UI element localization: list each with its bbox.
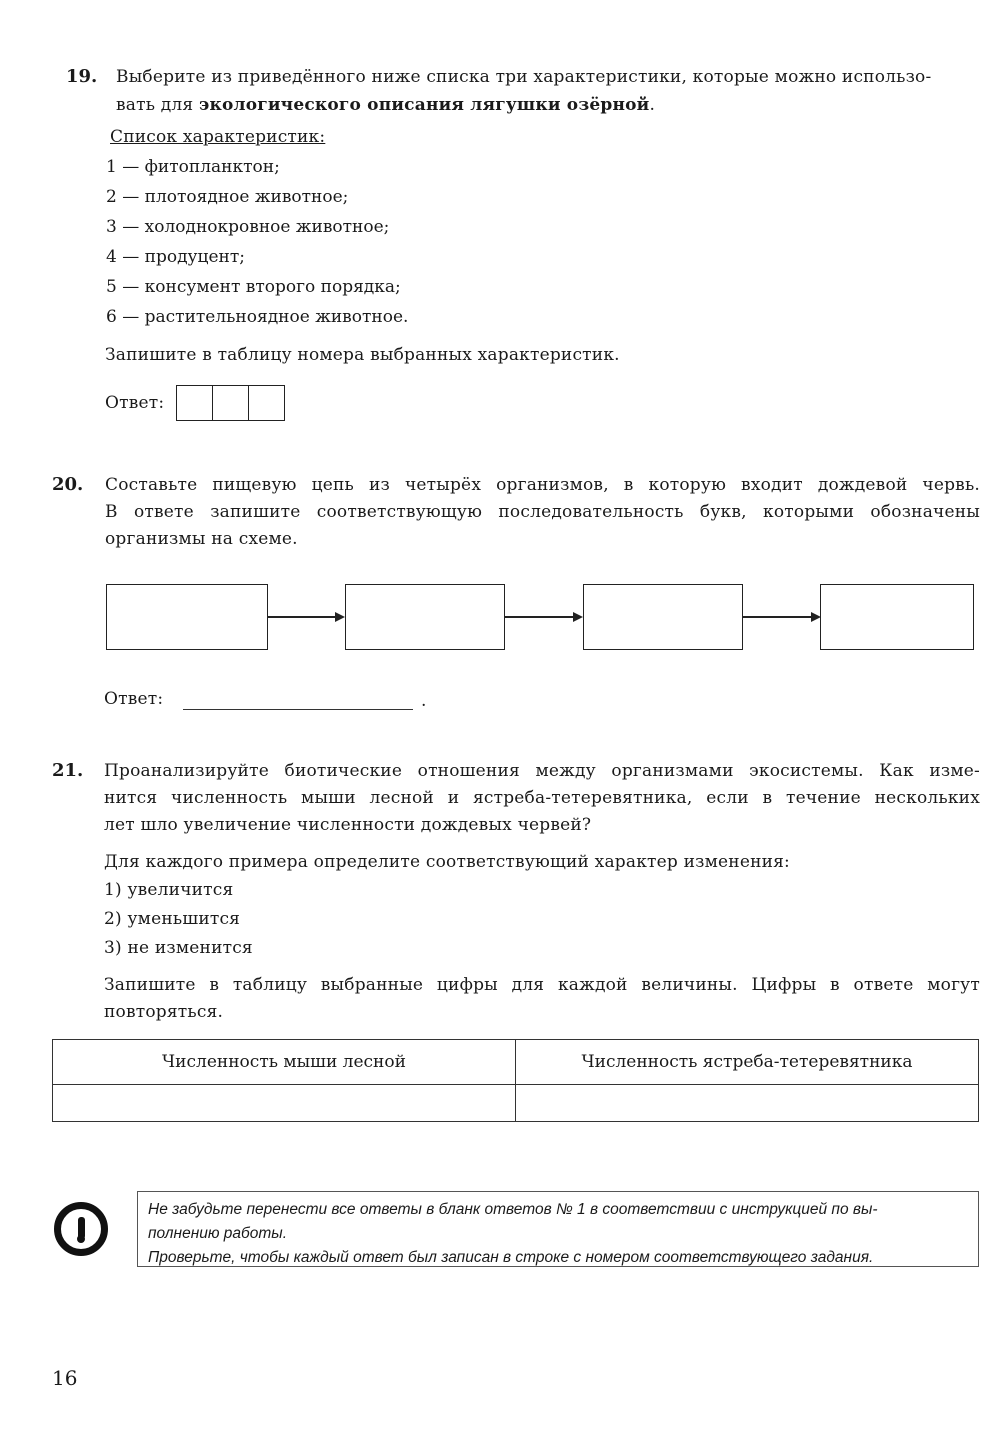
notice-line1: Не забудьте перенести все ответы в бланк ответов № 1 в соответствии с инструкцией по вы- [148,1201,878,1218]
question-19-text-line1: Выберите из приведённого ниже списка три характеристики, которые можно использо- [116,67,932,87]
list-item: 6 — растительноядное животное. [106,307,409,327]
question-19-number: 19. [66,66,98,87]
question-21-answer-table [52,1039,979,1122]
answer-cell[interactable] [177,386,213,420]
answer-cell[interactable] [213,386,249,420]
option-item: 3) не изменится [104,938,253,958]
list-item: 3 — холоднокровное животное; [106,217,390,237]
list-item: 2 — плотоядное животное; [106,187,349,207]
arrow-1 [267,616,336,618]
table-cell-mouse[interactable] [53,1085,516,1122]
page-number: 16 [52,1366,78,1390]
arrow-3 [742,616,812,618]
exclamation-circle-icon [54,1202,108,1256]
question-20-text-line2: В ответе запишите соответствующую последовательность букв, которыми обозначены [105,502,980,522]
list-item: 4 — продуцент; [106,247,245,267]
list-item: 1 — фитопланктон; [106,157,280,177]
question-21-table-instruction-line2: повторяться. [104,1002,224,1022]
table-header-mouse: Численность мыши лесной [53,1040,516,1085]
question-20-answer-line[interactable] [183,708,413,710]
question-19-text-plain: вать для [116,95,199,115]
option-item: 1) увеличится [104,880,234,900]
question-21-text-line1: Проанализируйте биотические отношения между организмами экосистемы. Как изме- [104,761,980,781]
option-item: 2) уменьшится [104,909,241,929]
chain-box-1[interactable] [106,584,268,650]
question-21-number: 21. [52,760,84,781]
question-21-instruction: Для каждого примера определите соответствующий характер изменения: [104,852,790,872]
question-21-table-instruction-line1: Запишите в таблицу выбранные цифры для каждой величины. Цифры в ответе могут [104,975,980,995]
notice-box [137,1191,979,1267]
question-19-text-end: . [649,95,656,115]
question-19-answer-label: Ответ: [105,393,165,413]
answer-cell[interactable] [249,386,284,420]
arrow-2 [504,616,574,618]
table-header-row [53,1040,979,1085]
change-options-list [104,876,253,963]
chain-box-2[interactable] [345,584,505,650]
notice-line2: полнению работы. [148,1225,288,1242]
arrow-right-icon [573,612,583,622]
characteristics-list-title: Список характеристик: [110,127,326,147]
notice-line3: Проверьте, чтобы каждый ответ был записан в строке с номером соответствующего задания. [148,1249,874,1266]
table-row [53,1085,979,1122]
question-21-text-line3: лет шло увеличение численности дождевых червей? [104,815,592,835]
chain-box-3[interactable] [583,584,743,650]
table-header-hawk: Численность ястреба-тетеревятника [516,1040,979,1085]
question-19-answer-cells [176,385,285,421]
arrow-right-icon [335,612,345,622]
question-19-instruction: Запишите в таблицу номера выбранных характеристик. [105,345,620,365]
question-21-text-line2: нится численность мыши лесной и ястреба-тетеревятника, если в течение нескольких [104,788,980,808]
question-20-answer-end: . [421,691,427,711]
question-20-text-line3: организмы на схеме. [105,529,298,549]
chain-box-4[interactable] [820,584,974,650]
question-19-text-line2 [116,92,655,119]
table-cell-hawk[interactable] [516,1085,979,1122]
characteristics-list [106,152,408,332]
question-20-answer-label: Ответ: [104,689,164,709]
question-20-text-line1: Составьте пищевую цепь из четырёх организмов, в которую входит дождевой червь. [105,475,980,495]
question-20-number: 20. [52,474,84,495]
list-item: 5 — консумент второго порядка; [106,277,401,297]
question-19-text-bold: экологического описания лягушки озёрной [198,95,650,115]
